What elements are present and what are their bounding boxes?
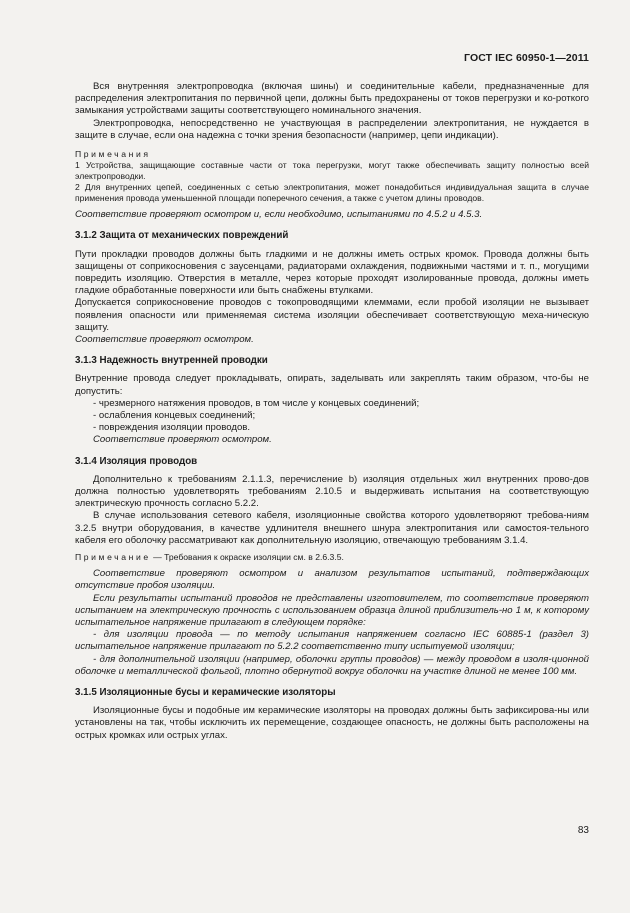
compliance-check: Соответствие проверяют осмотром. bbox=[75, 334, 254, 346]
page-body bbox=[75, 81, 589, 742]
note-label: Примечание bbox=[75, 552, 151, 563]
page-number: 83 bbox=[577, 825, 589, 836]
standard-header: ГОСТ IEC 60950-1—2011 bbox=[464, 52, 589, 64]
compliance-check: Если результаты испытаний проводов не представлены изготовителем, то соответствие проверяют испытанием на электрическую прочность с использованием образца длиной приблизитель-но 1 м, к которому испытательное напряжение прилагают в следующем порядке: bbox=[75, 592, 589, 628]
note-item: 1 Устройства, защищающие составные части от тока перегрузки, могут также обеспечивать защиту полностью всей электропроводки. bbox=[75, 160, 589, 182]
list-item: - повреждения изоляции проводов. bbox=[93, 422, 251, 434]
list-item: - ослабления концевых соединений; bbox=[93, 410, 256, 422]
compliance-check: Соответствие проверяют осмотром и анализом результатов испытаний, подтверждающих отсутствие пробоя изоляции. bbox=[75, 568, 589, 592]
paragraph: Внутренние провода следует прокладывать, опирать, заделывать или закреплять таким образом, что-бы не допустить: bbox=[75, 373, 589, 397]
compliance-check: Соответствие проверяют осмотром. bbox=[93, 434, 272, 446]
paragraph: Дополнительно к требованиям 2.1.1.3, перечисление b) изоляция отдельных жил внутренних прово-дов должна полностью удовлетворять требованиям 2.10.5 и выдерживать испытания на соответствующую электрическую прочность согласно 5.2.2. bbox=[75, 473, 589, 510]
paragraph: Вся внутренняя электропроводка (включая шины) и соединительные кабели, предназначенные для распределения электропитания по первичной цепи, должны быть предохранены от токов перегрузки и ко-роткого замыкания устройствами защиты соответствующего номинального значения. bbox=[75, 81, 589, 117]
paragraph: Изоляционные бусы и подобные им керамические изоляторы на проводах должны быть зафиксирова-ны или установлены на так, чтобы исключить их перемещение, создающее опасность, не должны быть расположены на острых кромках или острых углах. bbox=[75, 705, 589, 741]
section-heading: 3.1.3 Надежность внутренней проводки bbox=[75, 355, 268, 367]
list-item: - чрезмерного натяжения проводов, в том числе у концевых соединений; bbox=[93, 397, 420, 409]
note-text: — Требования к окраске изоляции см. в 2.6.3.5. bbox=[150, 552, 344, 563]
section-heading: 3.1.2 Защита от механических повреждений bbox=[75, 230, 289, 242]
note-item: 2 Для внутренних цепей, соединенных с сетью электропитания, может понадобиться индивидуальная защита в случае применения провода уменьшенной площади поперечного сечения, а также с учетом длины проводов. bbox=[75, 182, 589, 204]
compliance-check: Соответствие проверяют осмотром и, если необходимо, испытаниями по 4.5.2 и 4.5.3. bbox=[75, 209, 483, 221]
paragraph: Пути прокладки проводов должны быть гладкими и не должны иметь острых кромок. Провода должны быть защищены от соприкосновения с заусенцами, радиаторами охлаждения, подвижными частями и т. п., могущими повредить изоляцию. Отверстия в металле, через которые проходят изолированные провода, должны иметь гладкие обработанные поверхности или быть снабжены втулками. bbox=[75, 248, 589, 297]
test-procedure-item: - для дополнительной изоляции (например, оболочки группы проводов) — между проводом в изоля-ционной оболочке и металлической фольгой, плотно обернутой вокруг оболочки на участке длиной не менее 100 мм. bbox=[75, 653, 589, 677]
test-procedure-item: - для изоляции провода — по методу испытания напряжением согласно IEC 60885-1 (раздел 3) испытательное напряжение прилагают по 5.2.2 соответственно типу испытуемой изоляции; bbox=[75, 629, 589, 653]
note-line bbox=[75, 552, 589, 563]
section-heading: 3.1.4 Изоляция проводов bbox=[75, 455, 198, 467]
section-heading: 3.1.5 Изоляционные бусы и керамические изоляторы bbox=[75, 686, 336, 698]
paragraph: Электропроводка, непосредственно не участвующая в распределении электропитания, не нуждается в защите в случае, если она надежна с точки зрения безопасности (например, цепи индикации). bbox=[75, 117, 589, 141]
paragraph: Допускается соприкосновение проводов с токопроводящими клеммами, если пробой изоляции не вызывает появления опасности или применяемая система изоляции обеспечивает соответствующую меха-ническую защиту. bbox=[75, 297, 589, 333]
paragraph: В случае использования сетевого кабеля, изоляционные свойства которого удовлетворяют требова-ниям 3.2.5 внутри оборудования, в качестве удлинителя внешнего шнура электропитания или самостоя-тельного кабеля его оболочку рассматривают как дополнительную изоляцию, отвечающую требованиям 3.1.4. bbox=[75, 510, 589, 546]
note-heading: Примечания bbox=[75, 149, 151, 160]
